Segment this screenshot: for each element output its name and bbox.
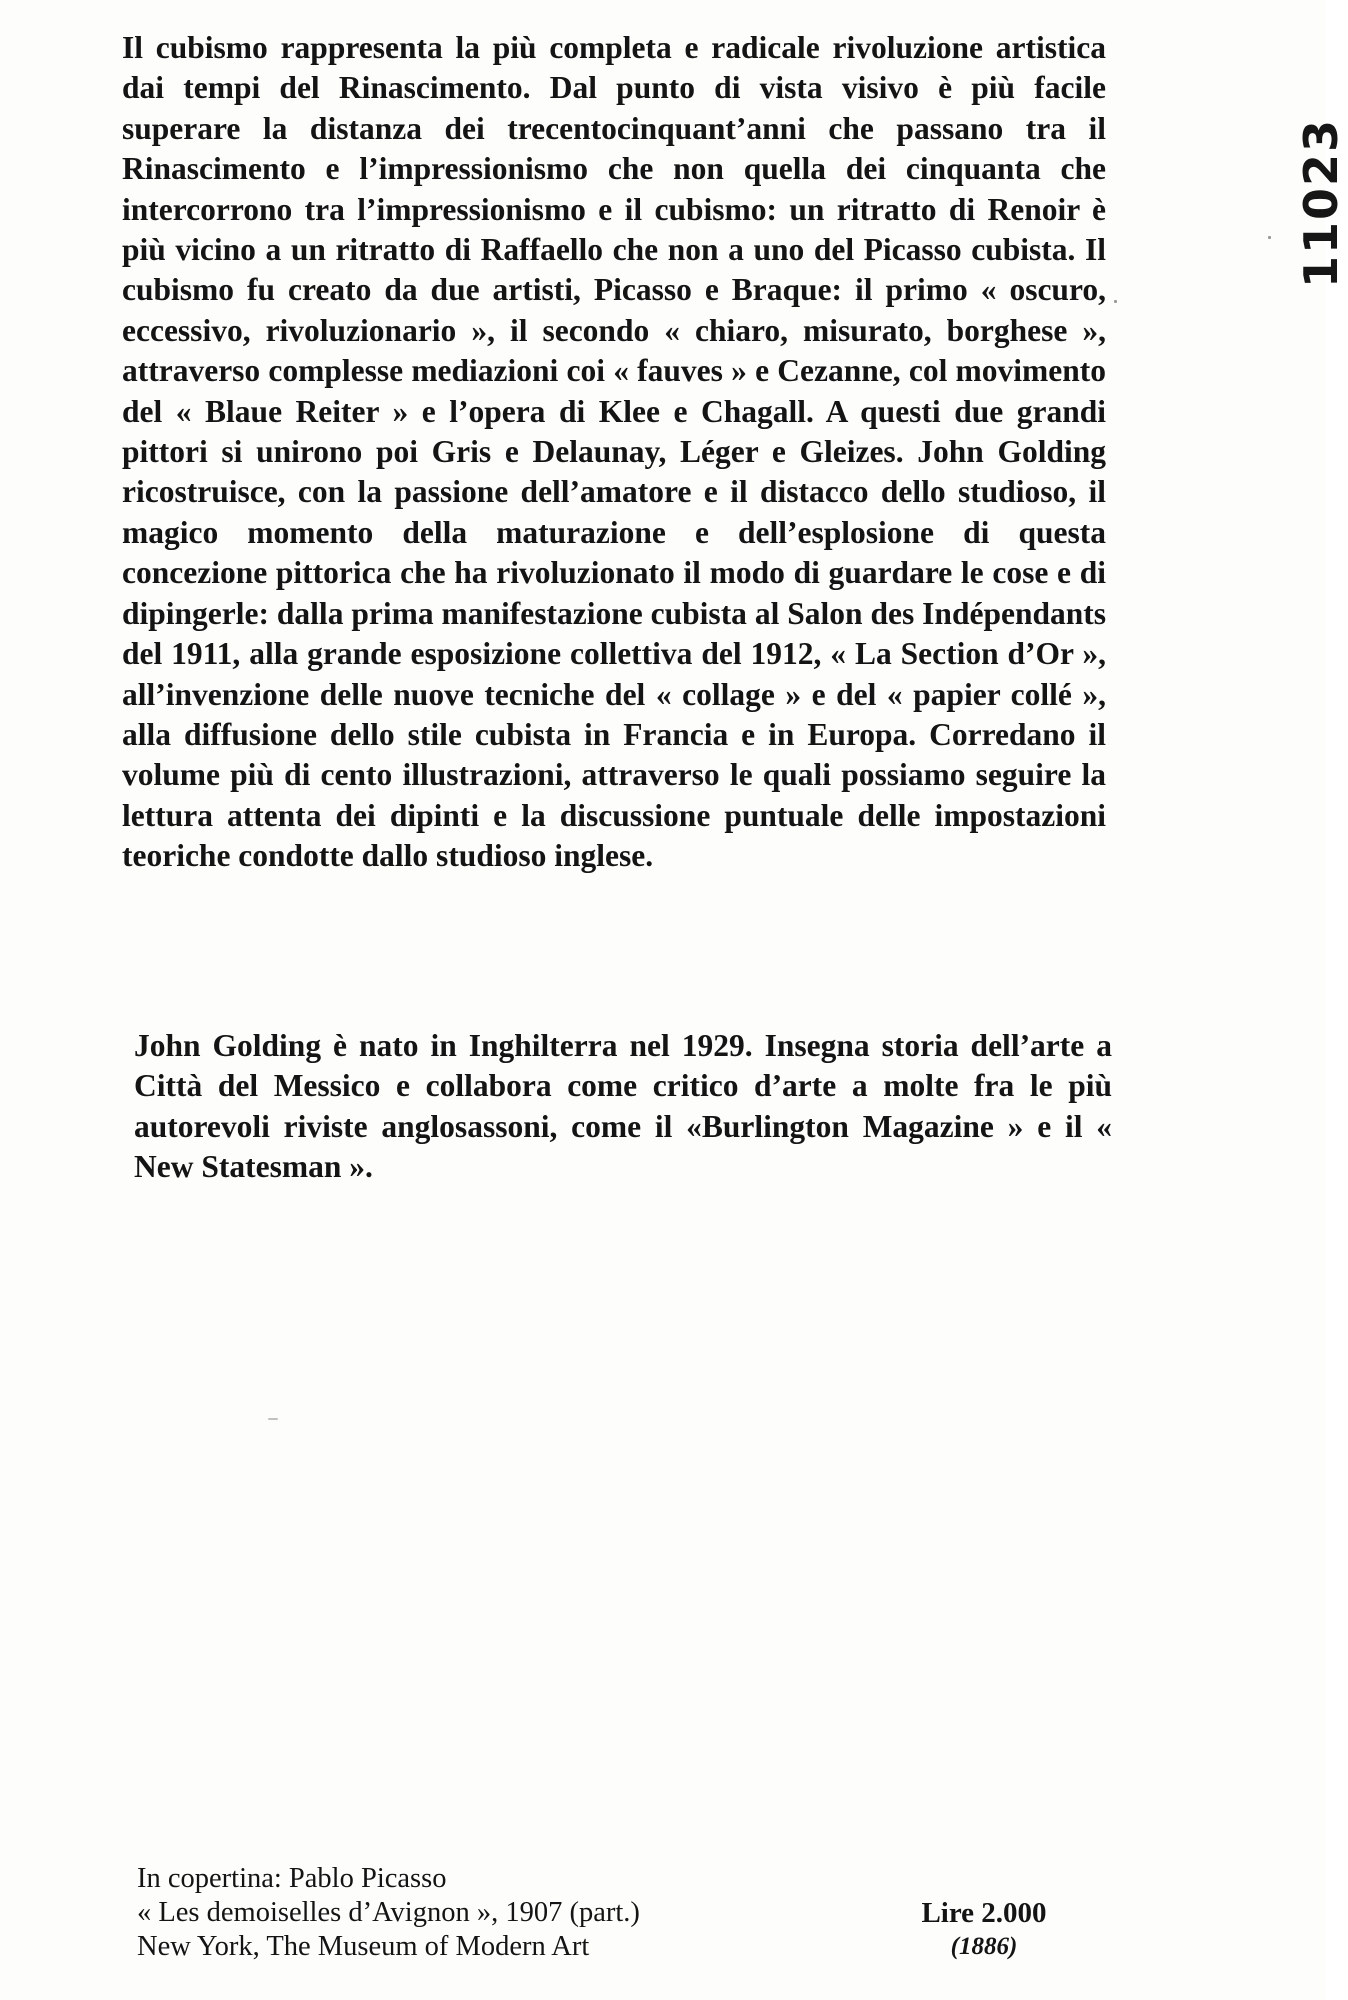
- print-speck: [1114, 300, 1117, 303]
- author-bio: John Golding è nato in Inghilterra nel 1929. Insegna storia dell’arte a Città del Messico e collabora come critico d’arte a molte fra le più autorevoli riviste anglosassoni, come il «Burlington Magazine » e il « New Statesman ».: [134, 1028, 1112, 1185]
- book-description: Il cubismo rappresenta la più completa e radicale rivoluzione artistica dai tempi del Rinascimento. Dal punto di vista visivo è più facile superare la distanza dei trecentocinquant’anni che passano tra il Rinascimento e l’impressionismo che non quella dei cinquanta che intercorrono tra l’impressionismo e il cubismo: un ritratto di Renoir è più vicino a un ritratto di Raffaello che non a uno del Picasso cubista. Il cubismo fu creato da due artisti, Picasso e Braque: il primo « oscuro, eccessivo, rivoluzionario », il secondo « chiaro, misurato, borghese », attraverso complesse mediazioni coi « fauves » e Cezanne, col movimento del « Blaue Reiter » e l’opera di Klee e Chagall. A questi due grandi pittori si unirono poi Gris e Delaunay, Léger e Gleizes. John Golding ricostruisce, con la passione dell’amatore e il distacco dello studioso, il magico momento della maturazione e dell’esplosione di questa concezione pittorica che ha rivoluzionato il modo di guardare le cose e di dipingerle: dalla prima manifestazione cubista al Salon des Indépendants del 1911, alla grande esposizione collettiva del 1912, « La Section d’Or », all’invenzione delle nuove tecniche del « collage » e del « papier collé », alla diffusione dello stile cubista in Francia e in Europa. Corredano il volume più di cento illustrazioni, attraverso le quali possiamo seguire la lettura attenta dei dipinti e la discussione puntuale delle impostazioni teoriche condotte dallo studioso inglese.: [122, 30, 1106, 874]
- cover-credit-line-2: « Les demoiselles d’Avignon », 1907 (part.): [137, 1897, 640, 1928]
- cover-credit-line-1: In copertina: Pablo Picasso: [137, 1863, 447, 1894]
- spine-number: 11023: [1294, 118, 1348, 289]
- print-speck: [268, 1418, 278, 1420]
- cover-credit: [137, 1862, 640, 1964]
- cover-credit-line-3: New York, The Museum of Modern Art: [137, 1931, 590, 1962]
- print-speck: [1268, 236, 1271, 239]
- price-label: Lire 2.000: [921, 1897, 1047, 1929]
- catalog-code: (1886): [950, 1933, 1018, 1960]
